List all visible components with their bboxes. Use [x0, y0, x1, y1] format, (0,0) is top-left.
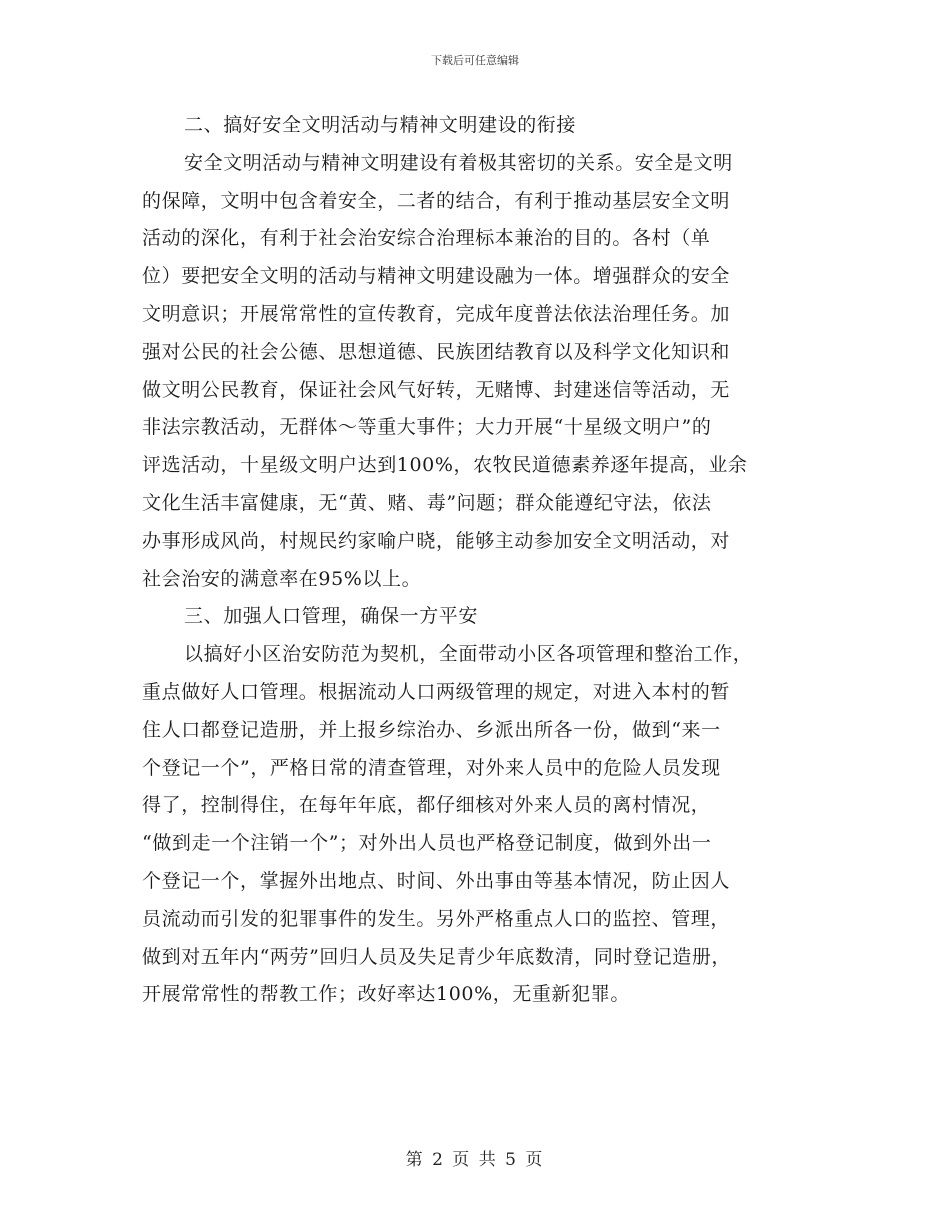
paragraph-line: 个登记一个”，严格日常的清查管理，对外来人员中的危险人员发现 [142, 756, 721, 779]
paragraph-line: 文明意识；开展常常性的宣传教育，完成年度普法依法治理任务。加 [142, 302, 731, 325]
paragraph-line: 的保障，文明中包含着安全，二者的结合，有利于推动基层安全文明 [142, 189, 731, 212]
section-heading: 三、加强人口管理，确保一方平安 [184, 605, 479, 628]
paragraph-line: 非法宗教活动，无群体～等重大事件；大力开展“十星级文明户”的 [142, 416, 712, 439]
paragraph-line: 评选活动，十星级文明户达到100%，农牧民道德素养逐年提高，业余 [142, 454, 748, 477]
paragraph-line: 安全文明活动与精神文明建设有着极其密切的关系。安全是文明 [184, 151, 733, 174]
document-body [142, 107, 812, 1014]
page-header: 下载后可任意编辑 [431, 54, 519, 67]
paragraph-line: 得了，控制得住，在每年年底，都仔细核对外来人员的离村情况， [142, 794, 711, 817]
paragraph-line: 以搞好小区治安防范为契机，全面带动小区各项管理和整治工作， [184, 643, 753, 666]
paragraph-line: 文化生活丰富健康，无“黄、赌、毒”问题；群众能遵纪守法，依法 [142, 491, 712, 514]
paragraph-line: 做文明公民教育，保证社会风气好转，无赌博、封建迷信等活动，无 [142, 378, 731, 401]
page-footer: 第 2 页 共 5 页 [405, 1150, 545, 1170]
paragraph-line: 强对公民的社会公德、思想道德、民族团结教育以及科学文化知识和 [142, 340, 731, 363]
paragraph-line: “做到走一个注销一个”；对外出人员也严格登记制度，做到外出一 [142, 832, 712, 855]
paragraph-line: 住人口都登记造册，并上报乡综治办、乡派出所各一份，做到“来一 [142, 718, 721, 741]
paragraph-line: 办事形成风尚，村规民约家喻户晓，能够主动参加安全文明活动，对 [142, 529, 731, 552]
paragraph-line: 个登记一个，掌握外出地点、时间、外出事由等基本情况，防止因人 [142, 869, 731, 892]
paragraph-line: 活动的深化，有利于社会治安综合治理标本兼治的目的。各村（单 [142, 227, 711, 250]
paragraph-line: 做到对五年内“两劳”回归人员及失足青少年底数清，同时登记造册， [142, 945, 732, 968]
paragraph-line: 社会治安的满意率在95%以上。 [142, 567, 422, 590]
paragraph-line: 员流动而引发的犯罪事件的发生。另外严格重点人口的监控、管理， [142, 907, 731, 930]
paragraph-line: 位）要把安全文明的活动与精神文明建设融为一体。增强群众的安全 [142, 265, 731, 288]
paragraph-line: 重点做好人口管理。根据流动人口两级管理的规定，对进入本村的暂 [142, 680, 731, 703]
paragraph-line: 开展常常性的帮教工作；改好率达100%，无重新犯罪。 [142, 983, 630, 1006]
section-heading: 二、搞好安全文明活动与精神文明建设的衔接 [184, 114, 577, 136]
